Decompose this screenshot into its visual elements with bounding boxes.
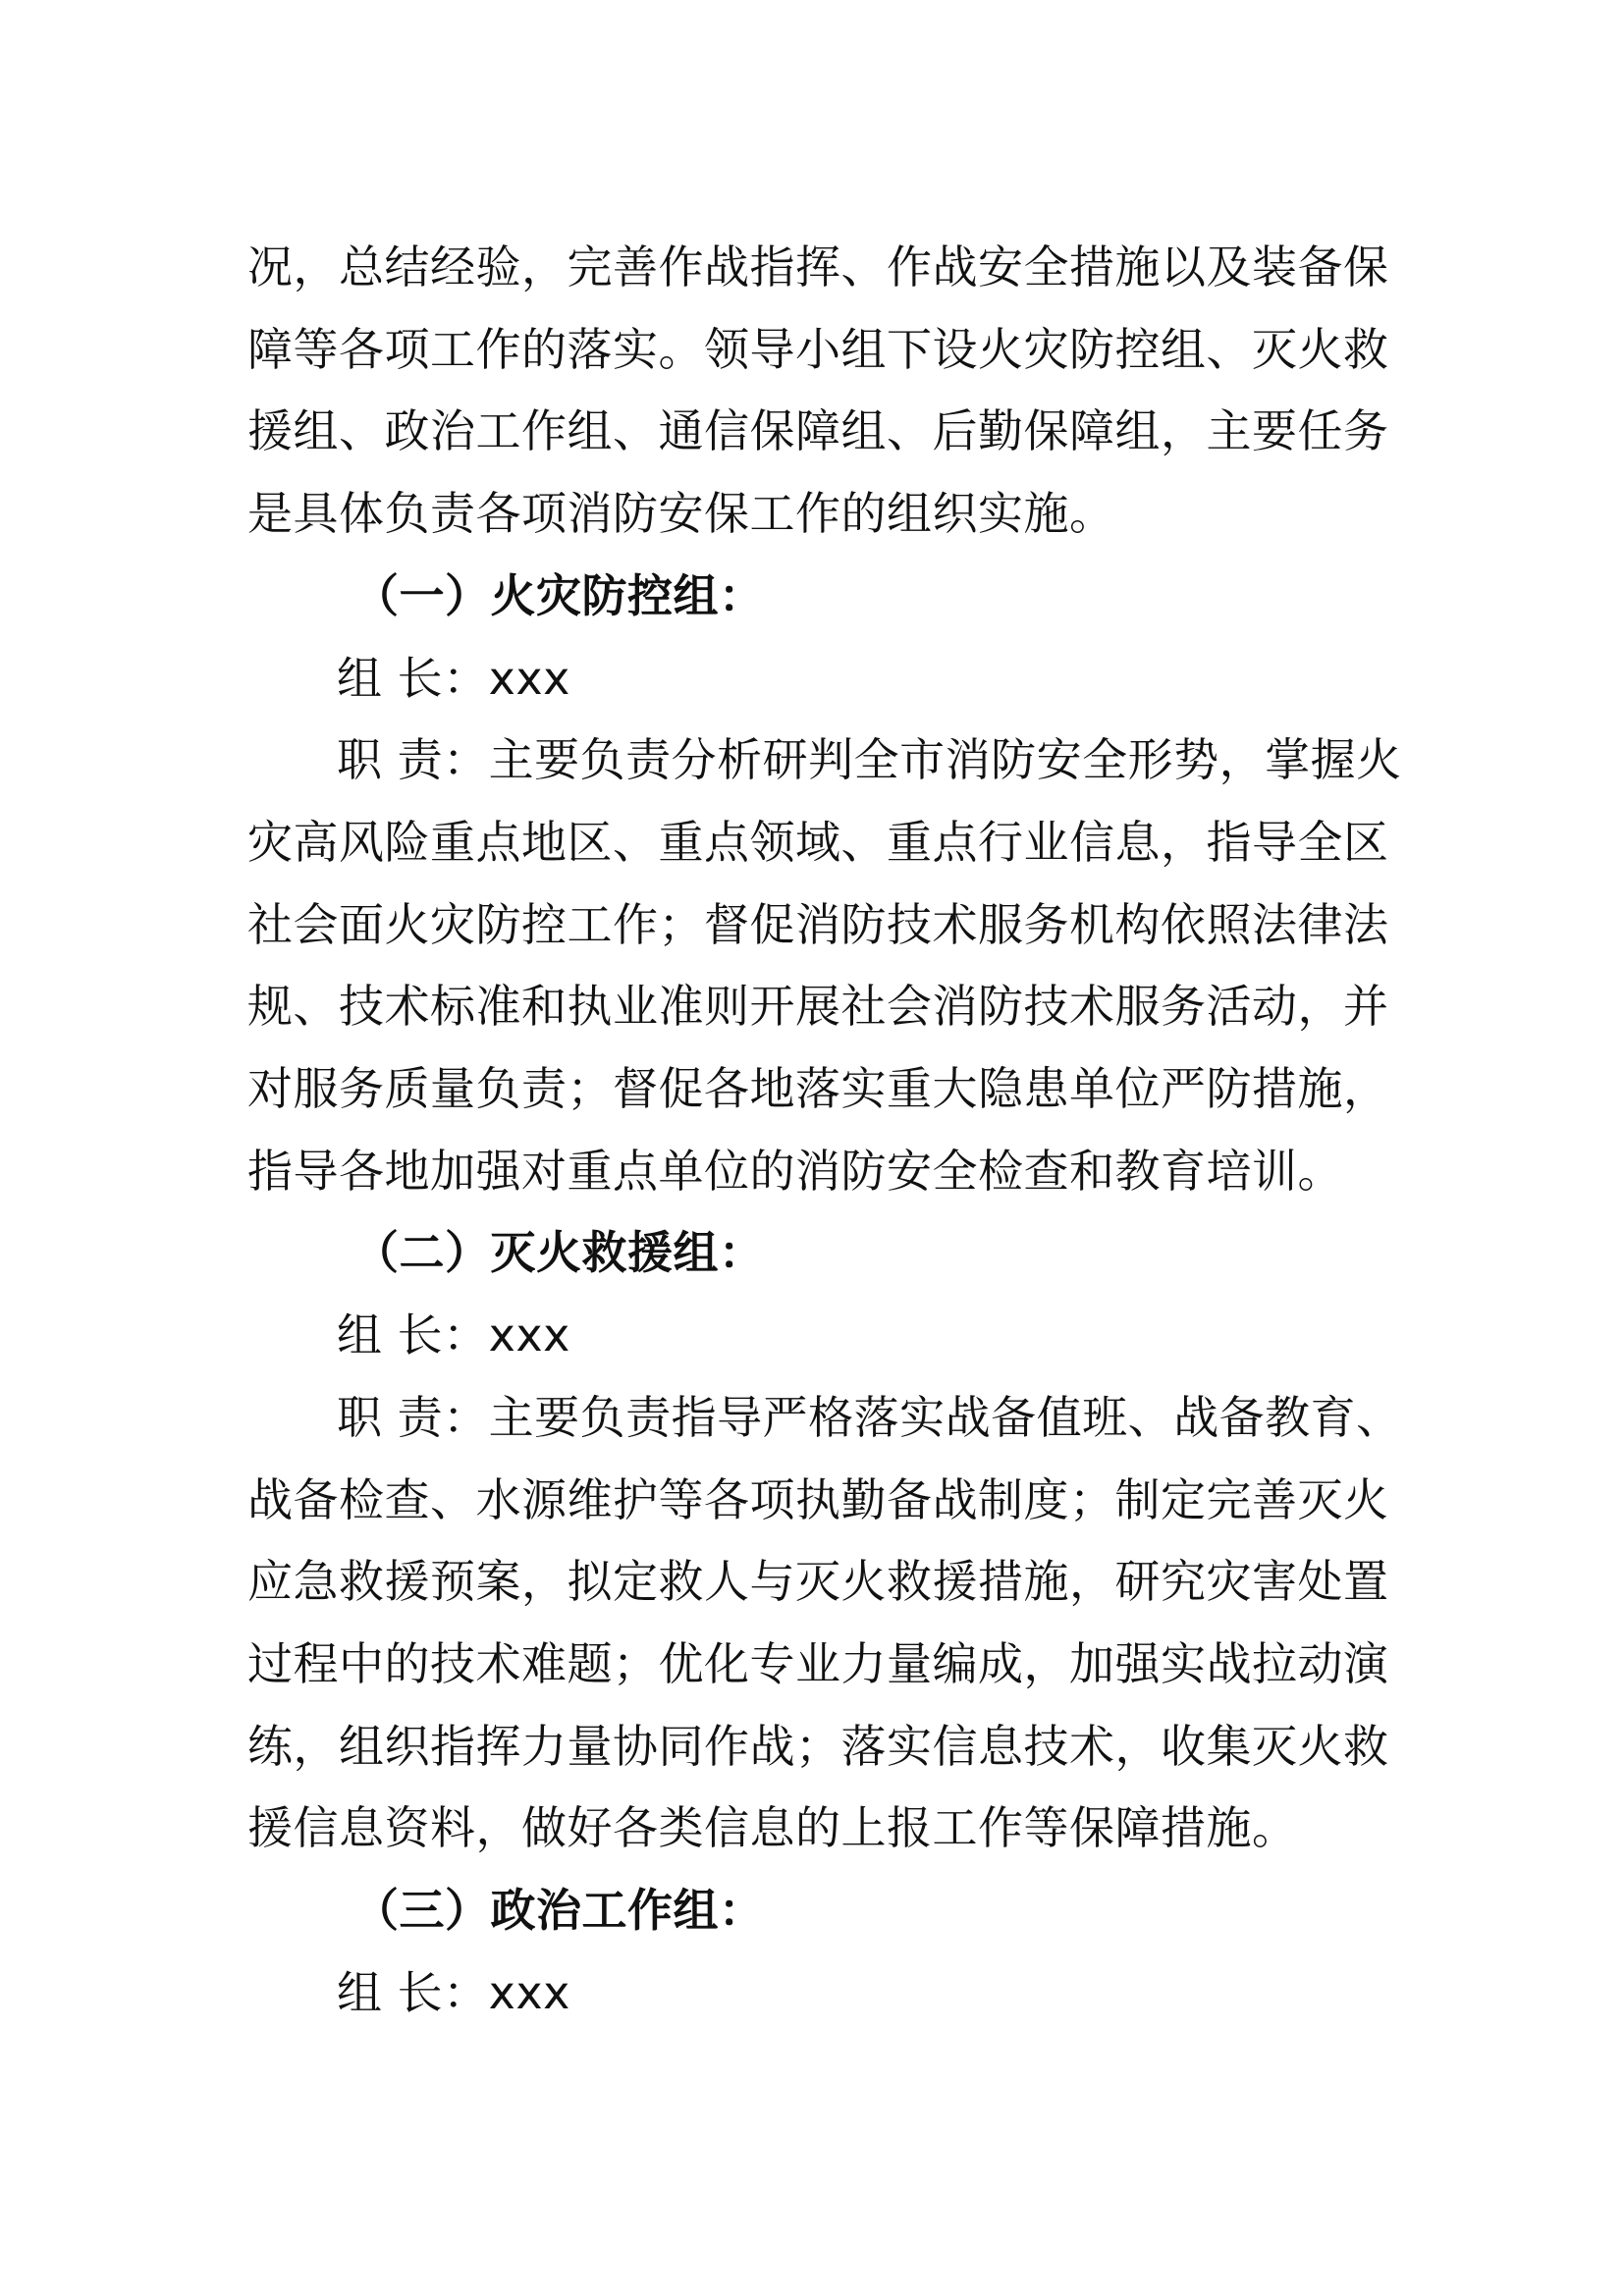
text-line: 规、技术标准和执业准则开展社会消防技术服务活动，并 [247,980,1389,1034]
text-line: 对服务质量负责；督促各地落实重大隐患单位严防措施， [247,1062,1389,1115]
text-line: 职 责：主要负责指导严格落实战备值班、战备教育、 [337,1390,1402,1444]
text-line: 职 责：主要负责分析研判全市消防安全形势，掌握火 [337,733,1402,787]
text-line: 灾高风险重点地区、重点领域、重点行业信息，指导全区 [247,815,1389,869]
text-line: 组 长：xxx [337,1308,570,1362]
text-line: 过程中的技术难题；优化专业力量编成，加强实战拉动演 [247,1636,1389,1690]
text-line: 援组、政治工作组、通信保障组、后勤保障组，主要任务 [247,404,1389,458]
text-line: 战备检查、水源维护等各项执勤备战制度；制定完善灭火 [247,1472,1389,1526]
section-heading: （二）灭火救援组： [353,1226,765,1280]
section-heading: （三）政治工作组： [353,1884,765,1937]
text-line: 是具体负责各项消防安保工作的组织实施。 [247,487,1115,541]
text-line: 障等各项工作的落实。领导小组下设火灾防控组、灭火救 [247,322,1389,376]
text-line: 组 长：xxx [337,651,570,705]
section-heading: （一）火灾防控组： [353,568,765,622]
text-line: 况，总结经验，完善作战指挥、作战安全措施以及装备保 [247,240,1389,294]
text-line: 指导各地加强对重点单位的消防安全检查和教育培训。 [247,1144,1343,1198]
text-line: 应急救援预案，拟定救人与灭火救援措施，研究灾害处置 [247,1555,1389,1609]
text-line: 组 长：xxx [337,1965,570,2019]
text-line: 练，组织指挥力量协同作战；落实信息技术，收集灭火救 [247,1719,1389,1773]
text-line: 社会面火灾防控工作；督促消防技术服务机构依照法律法 [247,897,1389,951]
text-line: 援信息资料，做好各类信息的上报工作等保障措施。 [247,1801,1298,1855]
